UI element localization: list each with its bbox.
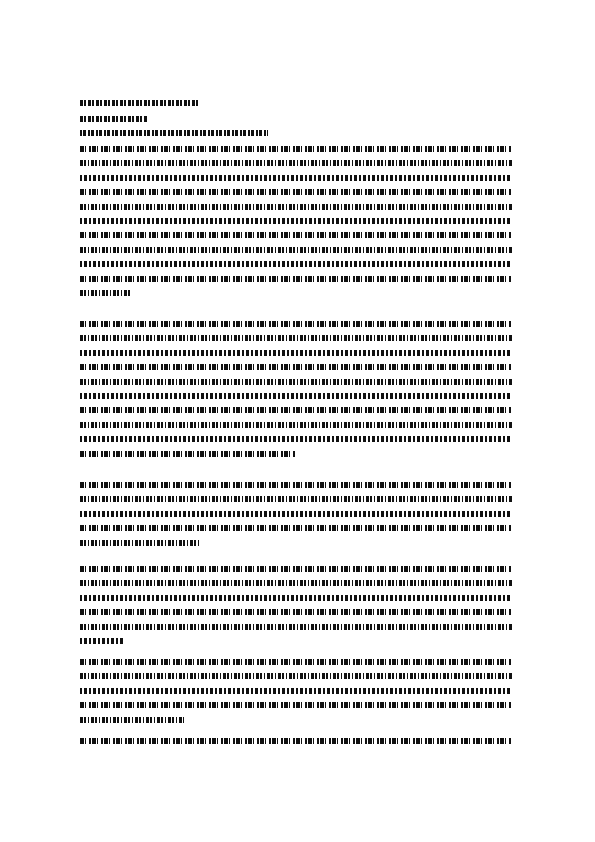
paragraph <box>80 146 512 304</box>
text-line <box>80 393 512 399</box>
text-line <box>80 335 512 341</box>
text-line <box>80 261 512 267</box>
text-line <box>80 717 184 723</box>
text-line <box>80 659 512 665</box>
document-header-line-2 <box>80 116 148 122</box>
text-line <box>80 290 132 296</box>
text-line <box>80 175 512 181</box>
paragraph <box>80 659 512 731</box>
text-line <box>80 580 512 586</box>
text-line <box>80 204 512 210</box>
text-line <box>80 609 512 615</box>
text-line <box>80 566 512 572</box>
text-line <box>80 364 512 370</box>
text-line <box>80 379 512 385</box>
text-line <box>80 738 512 744</box>
text-line <box>80 218 512 224</box>
text-line <box>80 624 512 630</box>
paragraph <box>80 738 512 752</box>
text-line <box>80 540 201 546</box>
paragraph <box>80 482 512 554</box>
text-line <box>80 146 512 152</box>
paragraph <box>80 321 512 465</box>
text-line <box>80 350 512 356</box>
text-line <box>80 688 512 694</box>
text-line <box>80 451 296 457</box>
text-line <box>80 496 512 502</box>
text-line <box>80 160 512 166</box>
text-line <box>80 525 512 531</box>
document-header-line-3 <box>80 130 268 136</box>
text-line <box>80 189 512 195</box>
text-line <box>80 276 512 282</box>
text-line <box>80 232 512 238</box>
text-line <box>80 595 512 601</box>
text-line <box>80 407 512 413</box>
text-line <box>80 436 512 442</box>
text-line <box>80 511 512 517</box>
text-line <box>80 247 512 253</box>
text-line <box>80 702 512 708</box>
text-line <box>80 638 123 644</box>
text-line <box>80 422 512 428</box>
text-line <box>80 673 512 679</box>
document-header-line-1 <box>80 100 198 106</box>
text-line <box>80 321 512 327</box>
paragraph <box>80 566 512 652</box>
text-line <box>80 482 512 488</box>
